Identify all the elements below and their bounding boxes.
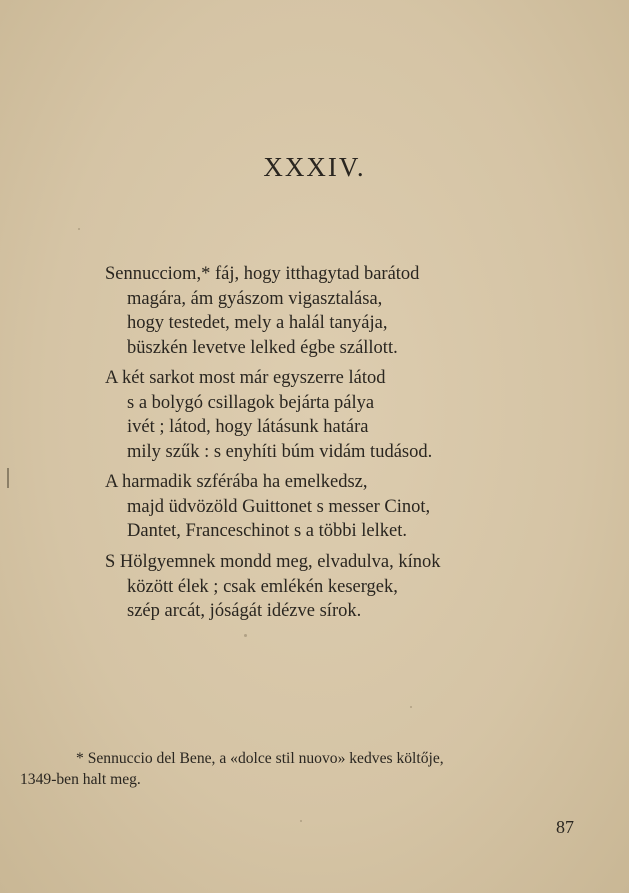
stanza-2 <box>105 366 432 464</box>
poem-line: között élek ; csak emlékén kesergek, <box>127 576 398 597</box>
poem-line: A harmadik szférába ha emelkedsz, <box>105 472 368 492</box>
paper-speck <box>300 820 302 822</box>
footnote-line: 1349-ben halt meg. <box>20 771 141 788</box>
poem-line: mily szűk : s enyhíti búm vidám tudásod. <box>127 441 433 462</box>
poem-line: A két sarkot most már egyszerre látod <box>105 368 386 388</box>
paper-speck <box>78 228 80 230</box>
poem-line: ivét ; látod, hogy látásunk határa <box>127 417 369 438</box>
poem-line: büszkén levetve lelked égbe szállott. <box>127 337 398 358</box>
stanza-1 <box>105 262 419 360</box>
poem-line: Sennucciom,* fáj, hogy itthagytad barátod <box>105 264 420 284</box>
poem-line: S Hölgyemnek mondd meg, elvadulva, kínok <box>105 552 441 572</box>
poem-line: szép arcát, jóságát idézve sírok. <box>127 601 362 622</box>
stanza-4 <box>105 550 441 624</box>
footnote-line: * Sennuccio del Bene, a «dolce stil nuovo» kedves költője, <box>76 750 444 767</box>
poem-title: XXXIV. <box>263 152 366 182</box>
margin-mark <box>7 468 9 488</box>
poem-line: hogy testedet, mely a halál tanyája, <box>127 313 388 334</box>
footnote <box>20 748 610 790</box>
stanza-3 <box>105 470 430 544</box>
paper-speck <box>410 706 412 708</box>
poem-line: Dantet, Franceschinot s a többi lelket. <box>127 521 407 542</box>
page-number: 87 <box>556 817 574 837</box>
poem-line: magára, ám gyászom vigasztalása, <box>127 288 383 309</box>
paper-speck <box>244 634 247 637</box>
poem-line: majd üdvözöld Guittonet s messer Cinot, <box>127 496 431 517</box>
poem-line: s a bolygó csillagok bejárta pálya <box>127 392 375 413</box>
